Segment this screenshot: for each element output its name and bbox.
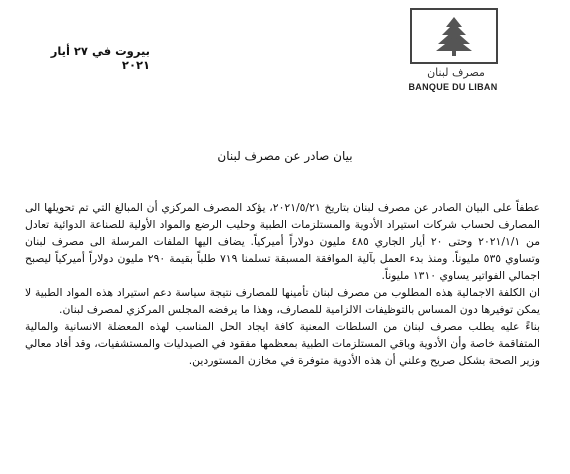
document-body <box>25 199 540 369</box>
document-date: بيروت في ٢٧ أيار ٢٠٢١ <box>50 44 150 72</box>
bank-logo <box>410 8 498 64</box>
paragraph-3: بناءً عليه يطلب مصرف لبنان من السلطات المعنية كافة ايجاد الحل المناسب لهذه المعضلة الانسانية والمالية المتفاقمة خاصة وأن الأدوية وباقي المستلزمات الطبية بمعظمها مفقود في الصيدليات والمستشفيات، وقد أفاد معالي وزير الصحة بشكل صريح وعلني أن هذه الأدوية متوفرة في مخازن المستوردين. <box>25 320 540 367</box>
document-title: بيان صادر عن مصرف لبنان <box>217 149 353 163</box>
bank-name-english: BANQUE DU LIBAN <box>408 82 498 92</box>
cedar-tree-icon <box>434 15 474 57</box>
paragraph-2: ان الكلفة الاجمالية هذه المطلوب من مصرف لبنان تأمينها للمصارف نتيجة سياسة دعم استيراد هذه المواد الطبية لا يمكن توفيرها دون المساس بالتوظيفات الالزامية للمصارف، وهذا ما يرفضه المجلس المركزي لمصرف لبنان. <box>25 286 540 316</box>
bank-name-arabic: مصرف لبنان <box>427 66 485 79</box>
paragraph-1: عطفاً على البيان الصادر عن مصرف لبنان بتاريخ ٢٠٢١/٥/٢١، يؤكد المصرف المركزي أن المبالغ التي تم تحويلها الى المصارف لحساب شركات استيراد الأدوية والمستلزمات الطبية وحليب الرضع والمواد الأولية للصناعة الدوائية تعادل من ٢٠٢١/١/١ وحتى ٢٠ أيار الجاري ٤٨٥ مليون دولاراً أميركياً. يضاف اليها الملفات المرسلة الى مصرف لبنان وتساوي ٥٣٥ مليوناً. ومنذ بدء العمل بآلية الموافقة المسبقة تسلمنا ٧١٩ طلباً بقيمة ٢٩٠ مليون دولاراً أميركياً ليصبح اجمالي الفواتير يساوي ١٣١٠ مليوناً. <box>25 201 541 282</box>
